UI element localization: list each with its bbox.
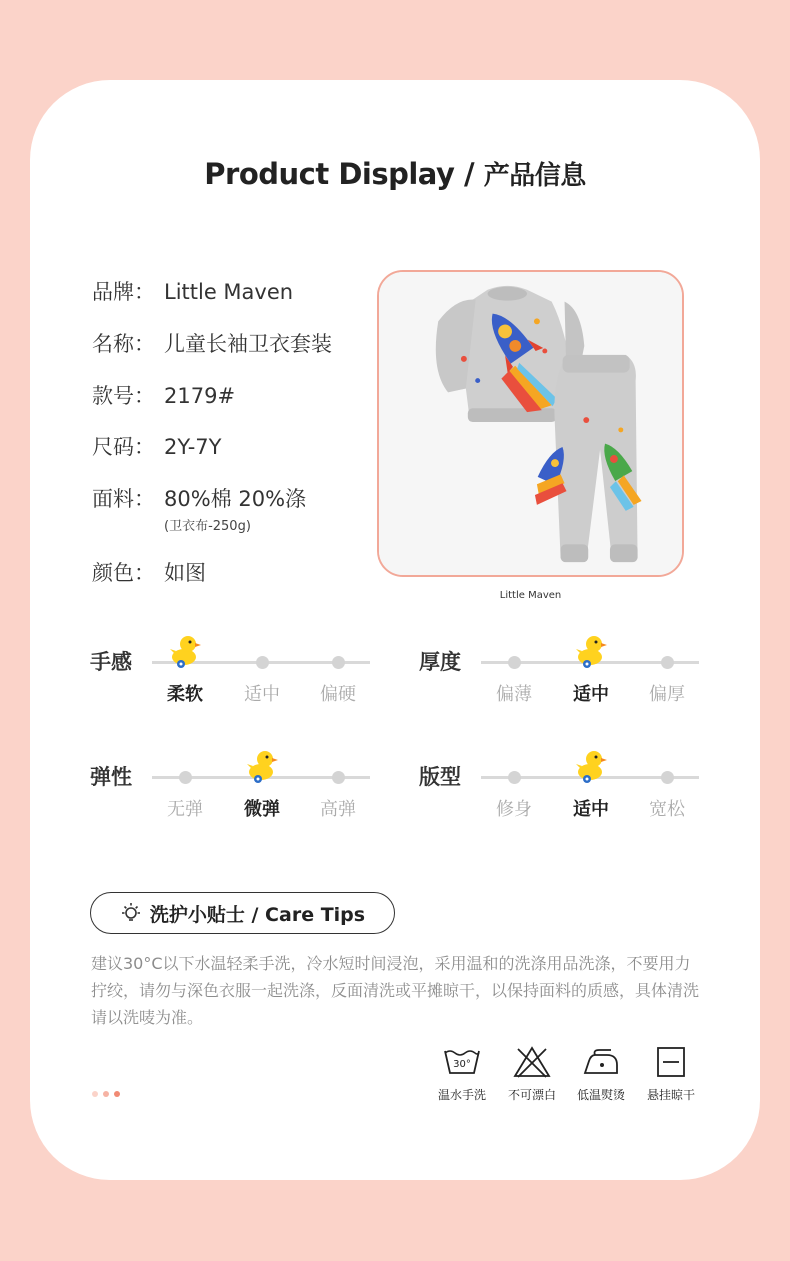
rating-option: 偏硬 <box>320 684 356 705</box>
spec-fabric: 面料： 80%棉 20%涤 (卫衣布-250g) <box>92 487 307 534</box>
care-instructions: 建议30°C以下水温轻柔手洗，冷水短时间浸泡，采用温和的洗涤用品洗涤，不要用力拧绞，请勿与深色衣服一起洗涤，反面清洗或平摊晾干，以保持面料的质感，具体清洗请以洗唛为准。 <box>91 954 700 1027</box>
care-symbol-flat-dry: 悬挂晾干 <box>636 1045 706 1103</box>
rating-thickness <box>419 630 739 710</box>
title-cn: 产品信息 <box>483 161 586 191</box>
rating-option: 宽松 <box>649 799 685 820</box>
no-bleach-icon <box>512 1045 552 1079</box>
duck-icon <box>168 633 202 669</box>
rating-dot <box>179 771 192 784</box>
care-symbol-no-bleach: 不可漂白 <box>497 1045 567 1103</box>
rating-option-selected: 适中 <box>573 799 609 820</box>
care-tips-pill <box>90 892 395 934</box>
rating-option: 偏厚 <box>649 684 685 705</box>
rating-label: 版型 <box>419 765 461 789</box>
flat-dry-icon <box>651 1045 691 1079</box>
title-en: Product Display <box>204 157 455 191</box>
rating-hand-feel <box>90 630 410 710</box>
care-symbol-low-iron: 低温熨烫 <box>566 1045 636 1103</box>
duck-icon <box>245 748 279 784</box>
rating-dot <box>332 656 345 669</box>
kids-sweatsuit-image <box>379 272 682 575</box>
spec-style-number: 款号： 2179# <box>92 384 236 408</box>
rating-dot <box>661 771 674 784</box>
care-tips-title: 洗护小贴士 / Care Tips <box>149 903 366 926</box>
rating-dot <box>508 656 521 669</box>
rating-option: 偏薄 <box>496 684 532 705</box>
rating-fit <box>419 745 739 825</box>
page-title <box>0 155 790 192</box>
duck-icon <box>574 748 608 784</box>
rating-dot <box>508 771 521 784</box>
rating-option: 修身 <box>496 799 532 820</box>
svg-text:30°: 30° <box>453 1059 471 1070</box>
spec-color: 颜色： 如图 <box>92 561 206 585</box>
rating-dot <box>256 656 269 669</box>
page-dots <box>92 1091 120 1097</box>
rating-dot <box>661 656 674 669</box>
low-iron-icon <box>581 1045 621 1079</box>
dot <box>103 1091 109 1097</box>
photo-caption: Little Maven <box>499 590 562 601</box>
lightbulb-icon <box>120 902 142 924</box>
rating-option-selected: 适中 <box>573 684 609 705</box>
dot <box>114 1091 120 1097</box>
hand-wash-icon <box>442 1045 482 1079</box>
rating-option: 无弹 <box>167 799 203 820</box>
spec-brand: 品牌： Little Maven <box>92 280 294 304</box>
duck-icon <box>574 633 608 669</box>
rating-label: 手感 <box>90 650 132 674</box>
spec-fabric-sub: (卫衣布-250g) <box>164 519 251 534</box>
product-photo <box>377 270 684 577</box>
rating-label: 弹性 <box>90 765 132 789</box>
spec-size: 尺码： 2Y-7Y <box>92 435 222 459</box>
rating-label: 厚度 <box>419 650 461 674</box>
rating-option-selected: 微弹 <box>244 799 280 820</box>
rating-dot <box>332 771 345 784</box>
rating-option: 高弹 <box>320 799 356 820</box>
dot <box>92 1091 98 1097</box>
care-symbol-hand-wash: 30° 温水手洗 <box>427 1045 497 1103</box>
spec-name: 名称： 儿童长袖卫衣套装 <box>92 332 332 356</box>
rating-elasticity <box>90 745 410 825</box>
rating-option-selected: 柔软 <box>167 684 203 705</box>
title-separator: / <box>454 157 484 191</box>
rating-option: 适中 <box>244 684 280 705</box>
